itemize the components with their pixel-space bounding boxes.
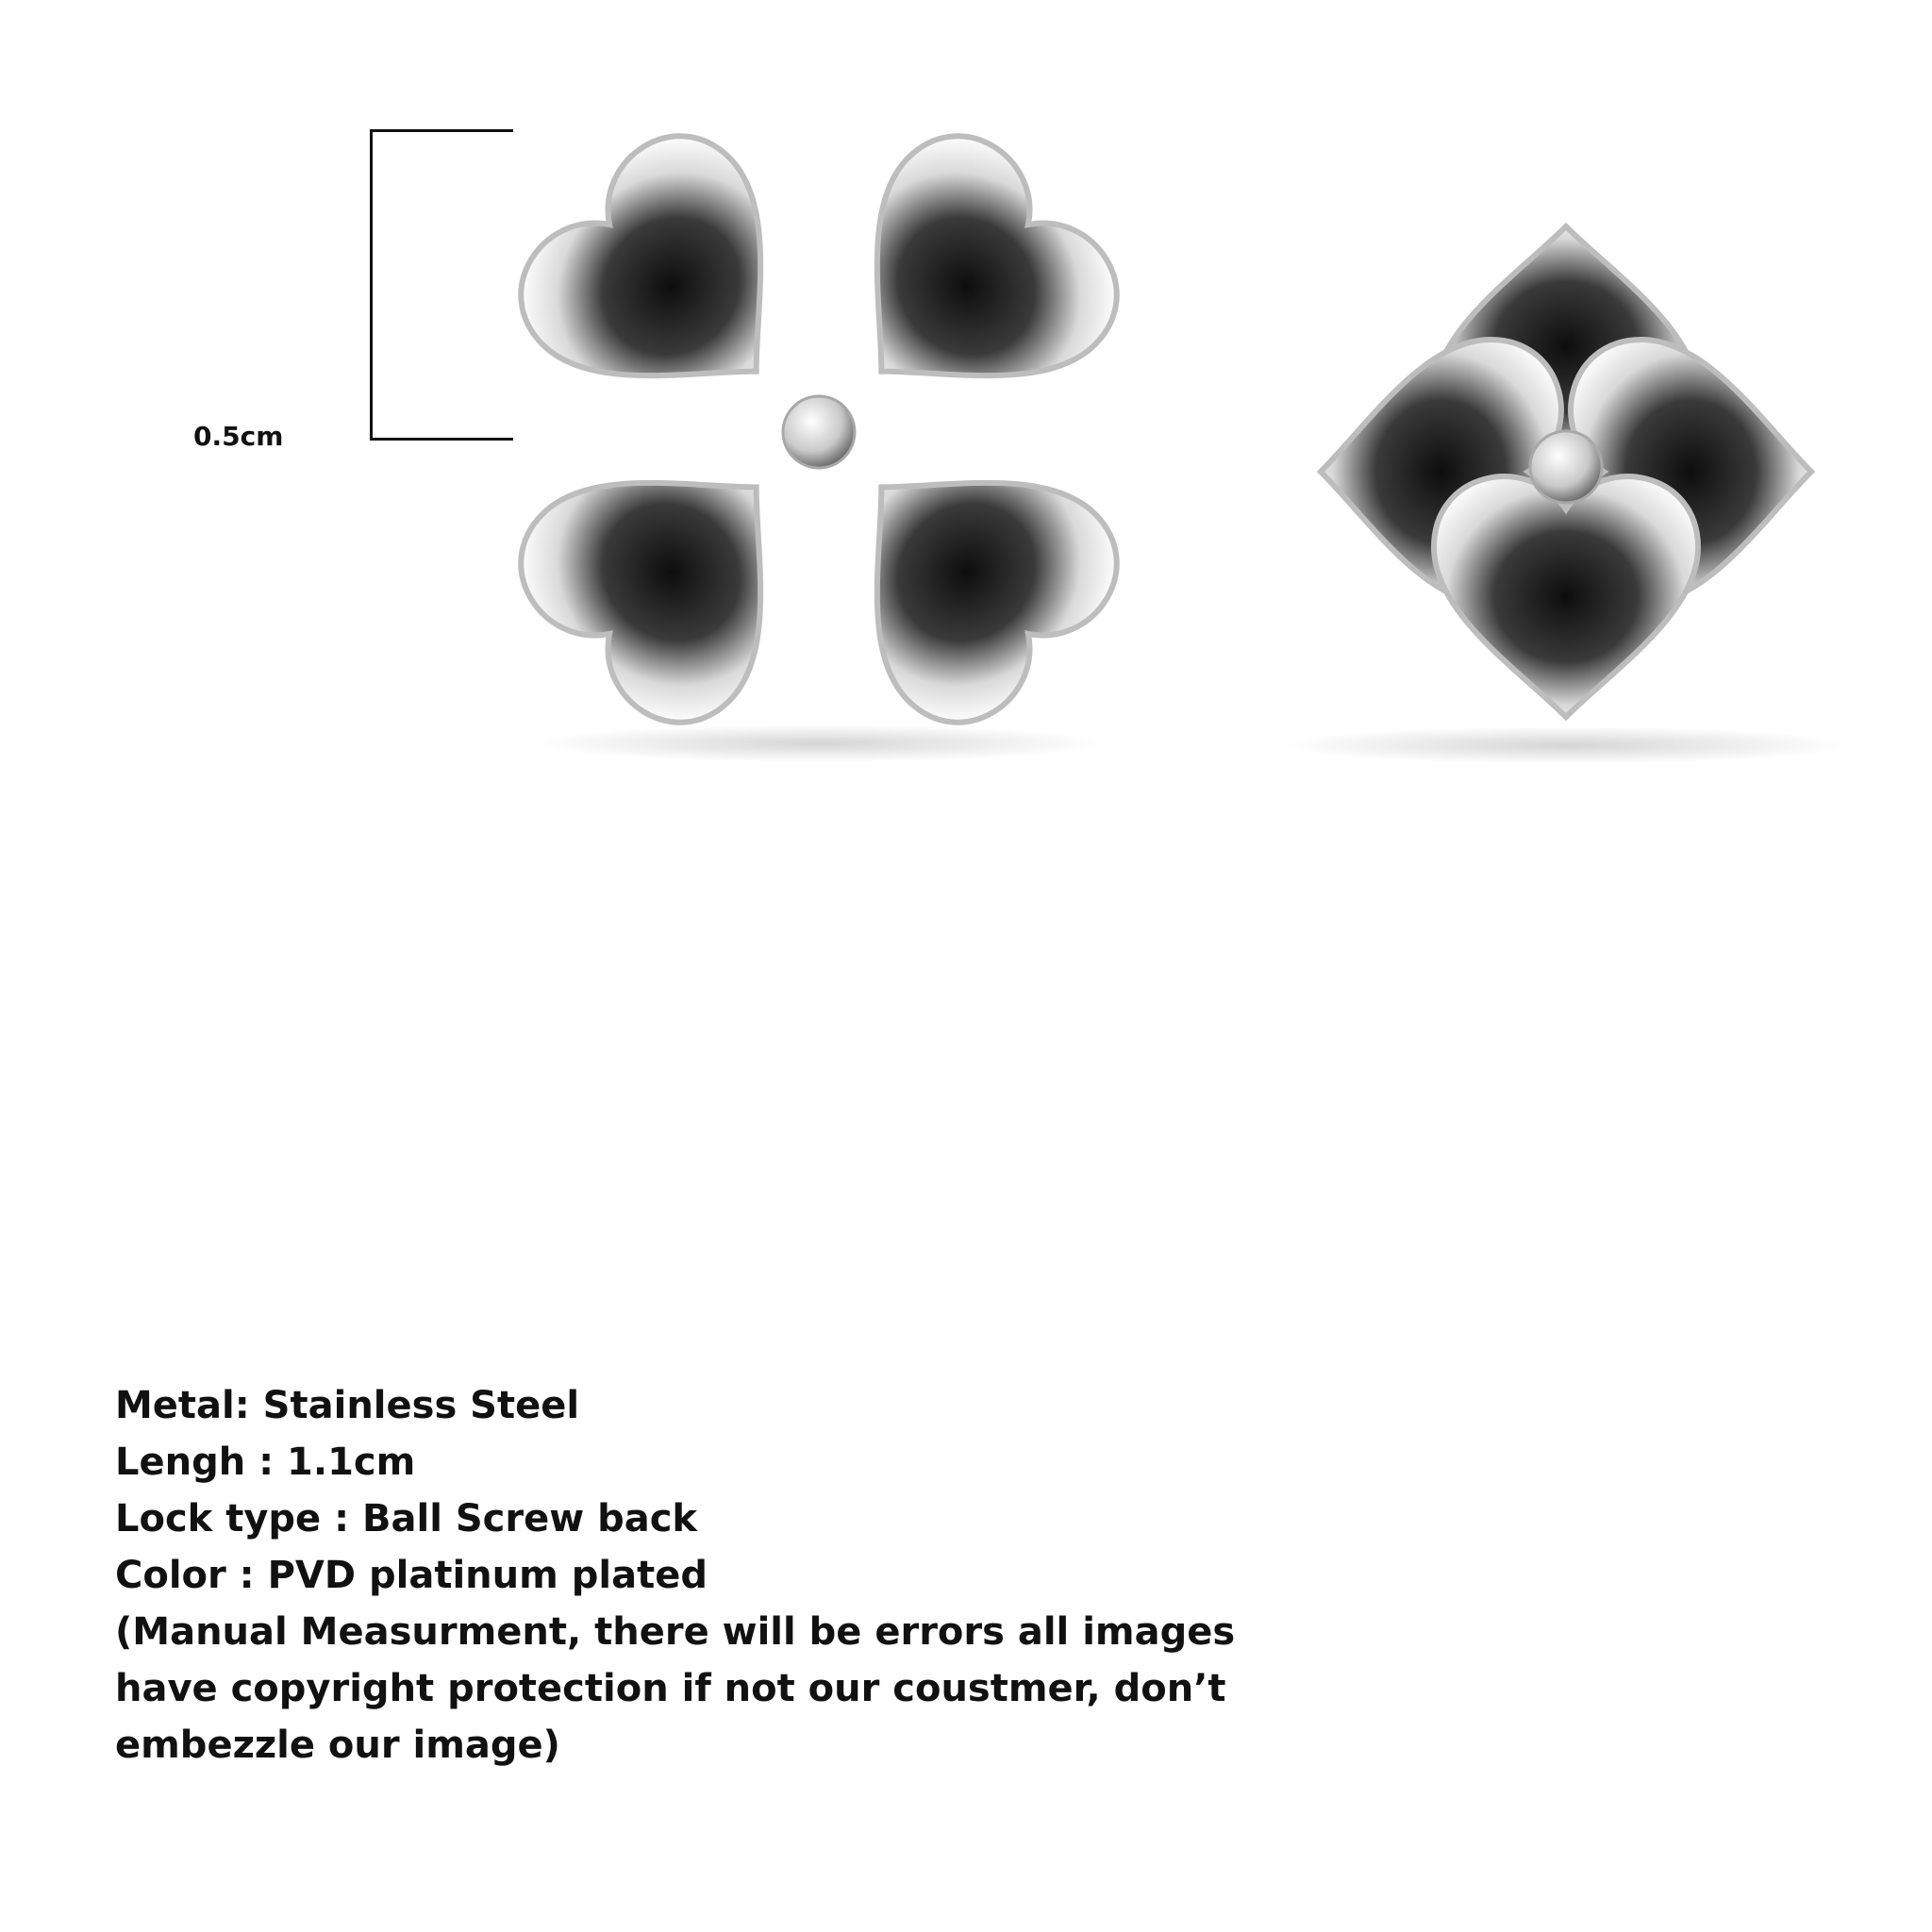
spec-metal: Metal: Stainless Steel bbox=[115, 1384, 580, 1427]
measurement-bracket bbox=[370, 129, 513, 441]
spec-length: Lengh : 1.1cm bbox=[115, 1441, 416, 1484]
spec-note: (Manual Measurment, there will be errors all images have copyright protection if not our coustmer, don’t embezzle our image) bbox=[115, 1610, 1236, 1767]
product-specs bbox=[115, 1377, 1417, 1774]
spec-color: Color : PVD platinum plated bbox=[115, 1554, 708, 1597]
clover-earring-rotated-image bbox=[1264, 142, 1868, 783]
measurement-label: 0.5cm bbox=[193, 421, 284, 452]
spec-lock-type: Lock type : Ball Screw back bbox=[115, 1497, 698, 1541]
clover-earring-front-image bbox=[517, 132, 1121, 774]
